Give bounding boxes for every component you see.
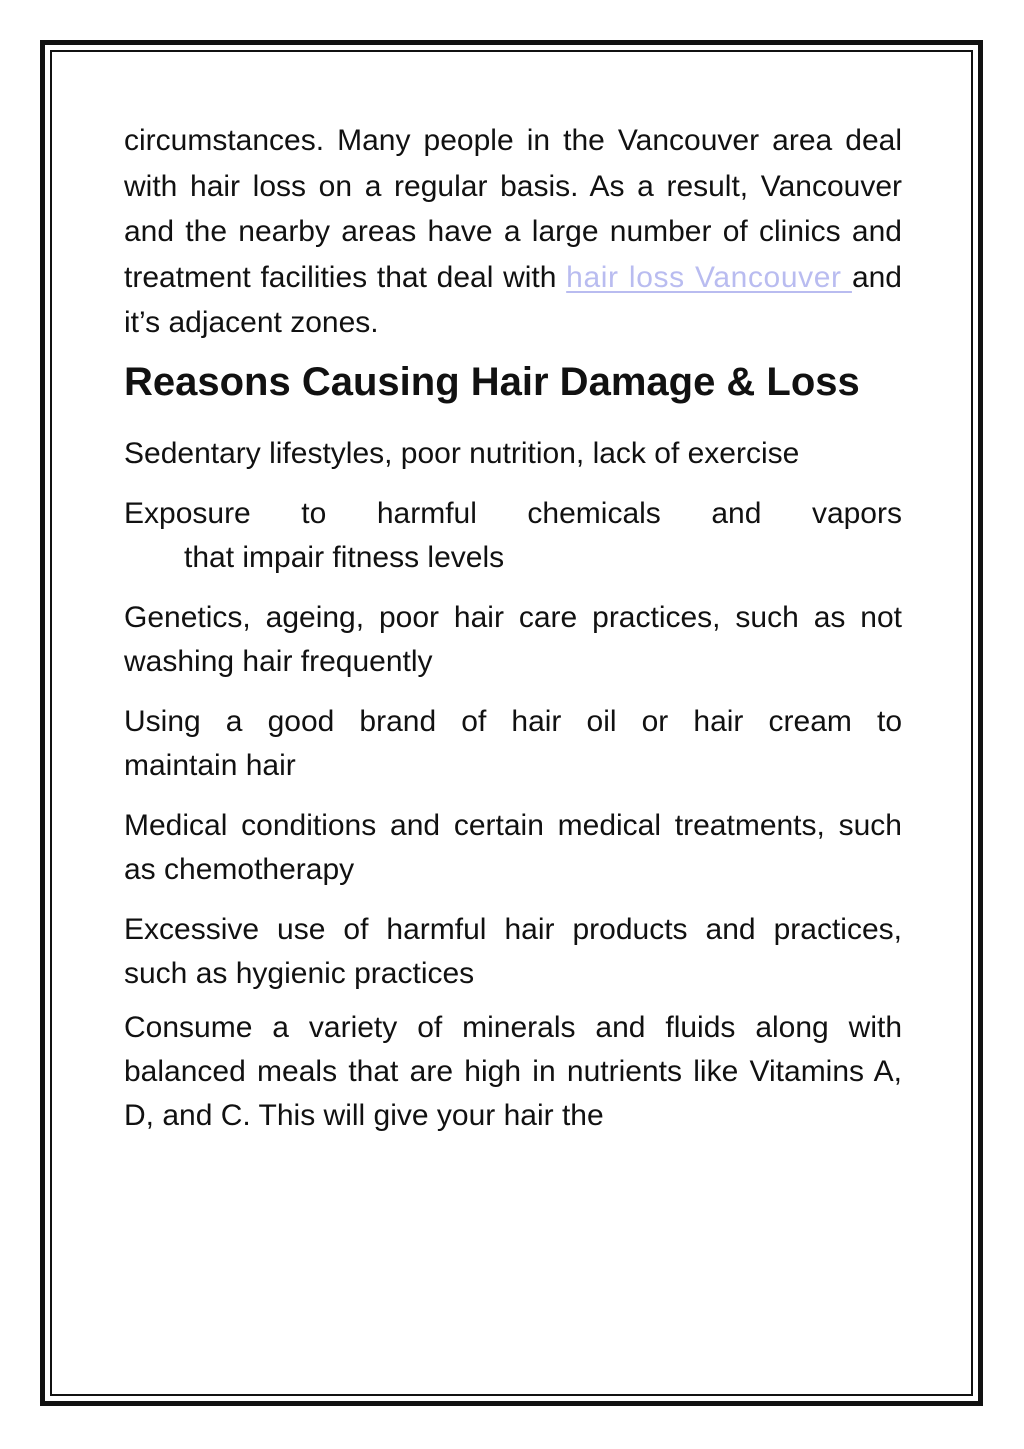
hair-loss-vancouver-link[interactable]: hair loss Vancouver	[566, 260, 852, 294]
intro-text-before-link: circumstances. Many people in the Vancouver area deal with hair loss on a regular basis. As a result, Vancouver and the nearby areas have a large number of clinics and treatment facilities that deal with	[124, 124, 902, 294]
list-item: Sedentary lifestyles, poor nutrition, lack of exercise	[124, 436, 800, 470]
list-item: Genetics, ageing, poor hair care practices, such as not washing hair frequently	[124, 600, 902, 678]
list-item: Consume a variety of minerals and fluids along with balanced meals that are high in nutrients like Vitamins A, D, and C. This will give your hair the	[124, 1010, 902, 1132]
document-body	[124, 118, 902, 1154]
list-item-line: Using a good brand of hair oil or hair cream to	[124, 704, 902, 738]
section-heading: Reasons Causing Hair Damage & Loss	[124, 359, 860, 404]
list-item	[124, 492, 902, 580]
list-item-line: maintain hair	[124, 748, 296, 782]
intro-paragraph	[124, 118, 902, 346]
list-item	[124, 700, 902, 788]
list-item: Excessive use of harmful hair products and practices, such as hygienic practices	[124, 912, 902, 990]
list-item: Medical conditions and certain medical treatments, such as chemotherapy	[124, 808, 902, 886]
list-item-line: Exposure to harmful chemicals and vapors	[124, 496, 902, 530]
list-item-line: that impair fitness levels	[184, 540, 505, 574]
intro-text-after-link: and it’s adjacent zones.	[124, 260, 902, 339]
